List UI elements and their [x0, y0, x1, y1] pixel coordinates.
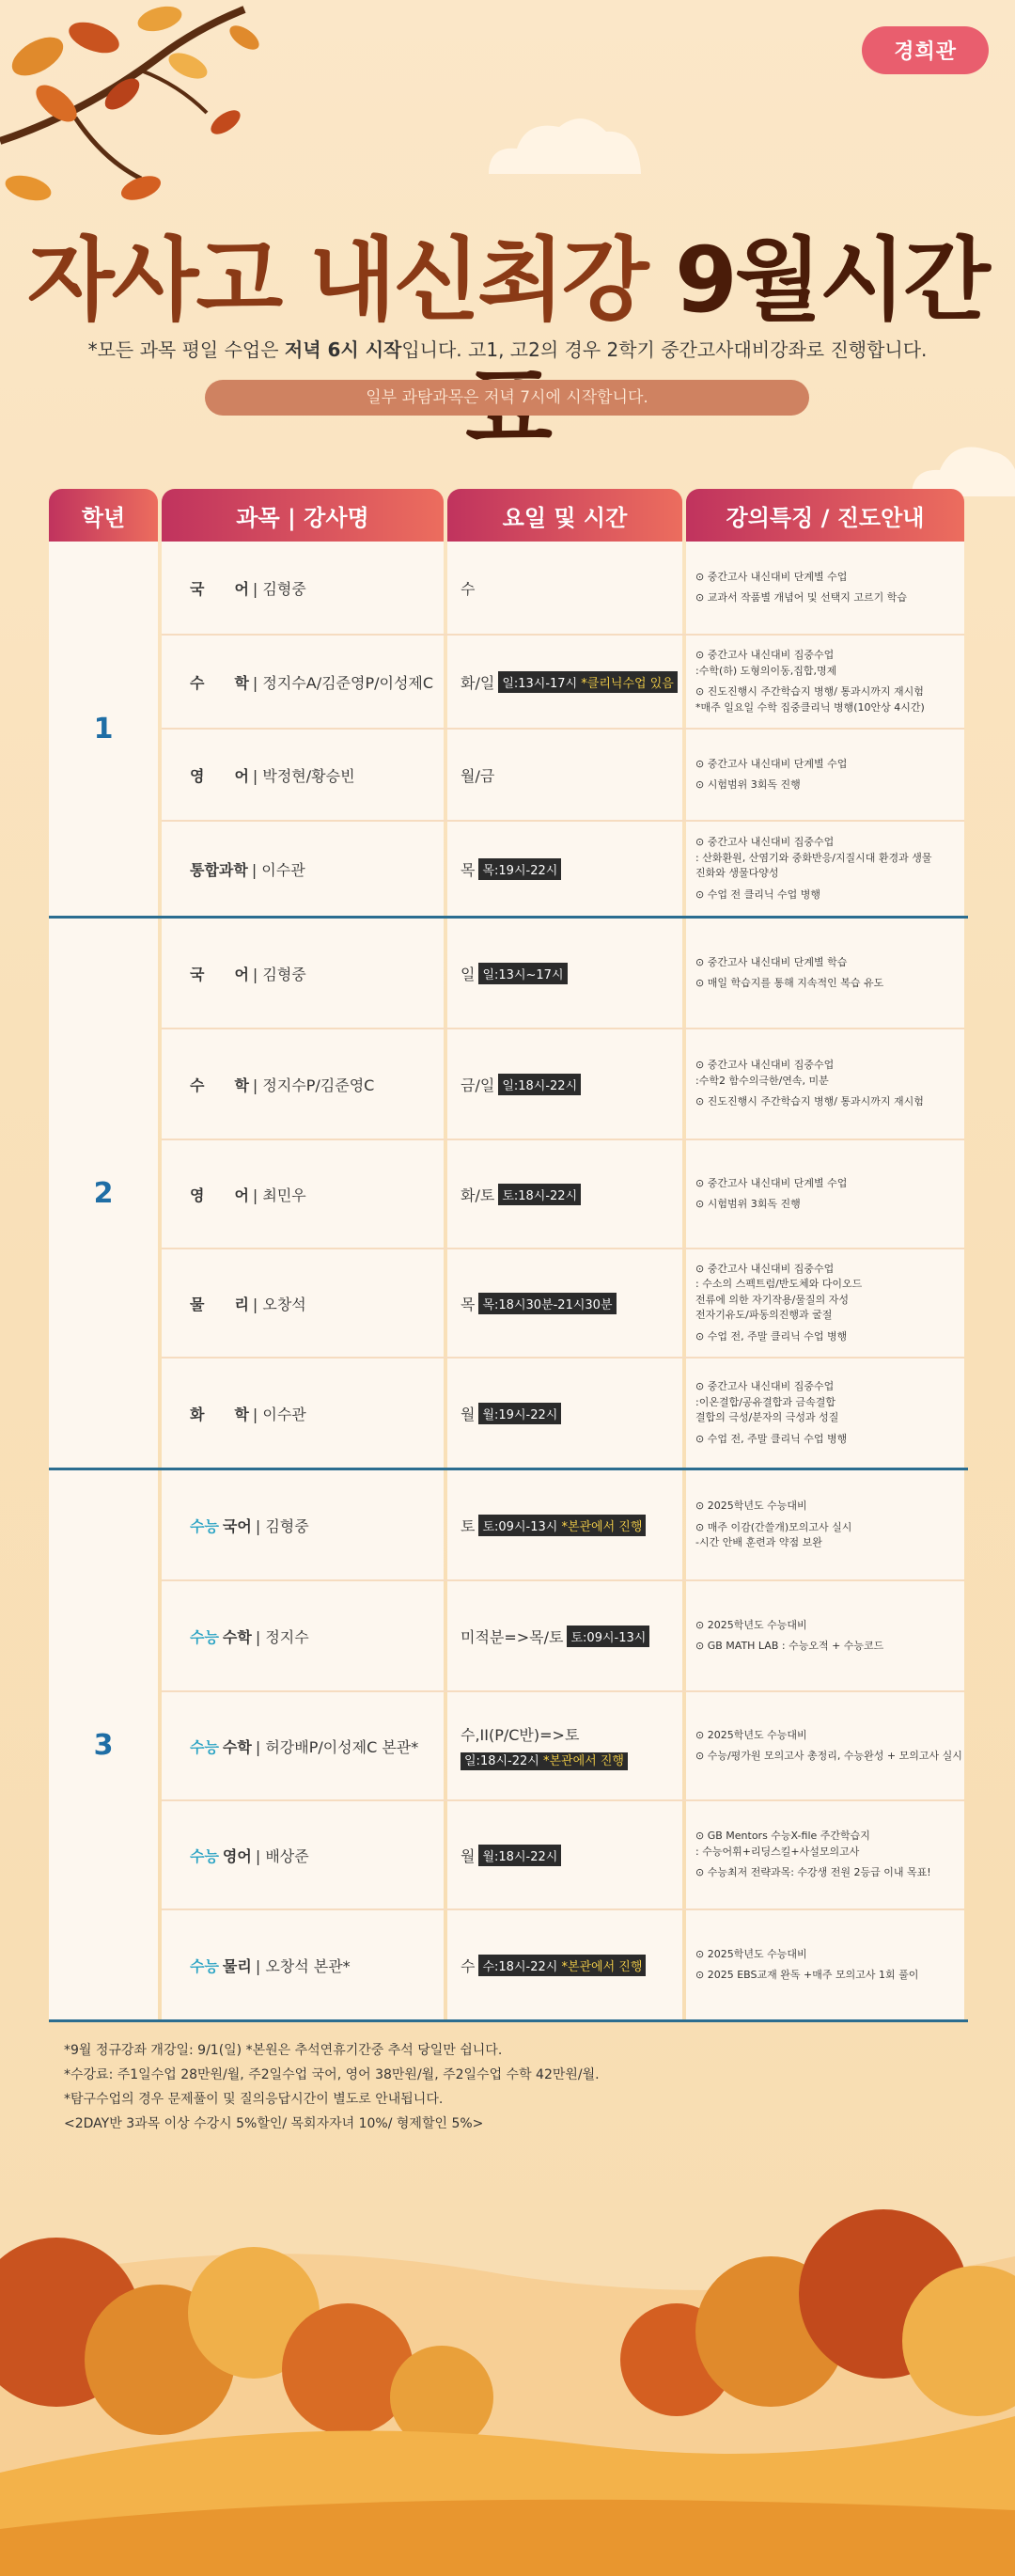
- suneung-label: 수능: [190, 1737, 219, 1756]
- time-highlight-note: *본관에서 진행: [542, 1754, 624, 1768]
- cloud-top-icon: [470, 103, 658, 179]
- features-cell: [686, 730, 964, 820]
- class-day: 월: [461, 1405, 476, 1423]
- time-highlight-note: *본관에서 진행: [561, 1959, 643, 1974]
- subject-cell: [162, 1140, 444, 1248]
- time-highlight-text: 토:09시-13시: [570, 1630, 647, 1645]
- teacher-name: | 정지수: [255, 1627, 309, 1646]
- footer-line: *수강료: 주1일수업 28만원/월, 주2일수업 국어, 영어 38만원/월, 주2일수업 수학 42만원/월.: [64, 2067, 600, 2082]
- class-day: 수: [461, 579, 476, 598]
- time-highlight-text: 일:18시-22시: [464, 1754, 543, 1768]
- subject-name: 화 학: [190, 1405, 249, 1423]
- subtitle: [0, 335, 1015, 362]
- subject-cell: [162, 919, 444, 1028]
- header-time: 요일 및 시간: [447, 489, 682, 542]
- class-day: 수,II(P/C반)=>토: [461, 1726, 580, 1744]
- footer-notes: [64, 2038, 600, 2136]
- time-highlight-text: 토:18시-22시: [502, 1188, 578, 1203]
- feature-line: ⊙ 수능/평가원 모의고사 총정리, 수능완성 + 모의고사 실시: [695, 1750, 962, 1762]
- time-cell: [447, 542, 682, 634]
- features-cell: [686, 1581, 964, 1690]
- feature-line: ⊙ 수업 전, 주말 클리닉 수업 병행: [695, 1329, 848, 1343]
- features-cell: [686, 1249, 964, 1357]
- grade-cell: 2: [49, 919, 158, 1468]
- teacher-name: | 허강배P/이성제C 본관*: [255, 1737, 419, 1756]
- time-highlight-text: 목:18시30분-21시30분: [482, 1297, 613, 1312]
- subject-name: 국 어: [190, 965, 249, 983]
- subject-cell: [162, 542, 444, 634]
- subtitle-pre: *모든 과목 평일 수업은: [87, 338, 285, 361]
- time-highlight: [478, 1403, 561, 1424]
- time-highlight: [478, 1955, 646, 1976]
- time-cell: [447, 1692, 682, 1799]
- suneung-label: 수능: [190, 1956, 219, 1975]
- grade-cell: 1: [49, 542, 158, 916]
- subject-name: 수 학: [190, 1076, 249, 1094]
- class-day: 월/금: [461, 766, 495, 785]
- table-row: [162, 542, 964, 636]
- features-cell: [686, 1692, 964, 1799]
- features-cell: [686, 919, 964, 1028]
- grade-cell: 3: [49, 1470, 158, 2019]
- table-row: [162, 636, 964, 730]
- time-cell: [447, 1910, 682, 2019]
- feature-line: 진화와 생물다양성: [695, 867, 779, 879]
- time-highlight: [478, 1293, 616, 1314]
- subject-cell: [162, 822, 444, 916]
- feature-line: ⊙ 2025 EBS교재 완독 +매주 모의고사 1회 풀이: [695, 1969, 919, 1981]
- feature-line: ⊙ 매일 학습지를 통해 지속적인 복습 유도: [695, 977, 884, 989]
- features-cell: [686, 1140, 964, 1248]
- time-highlight-text: 수:18시-22시: [482, 1959, 562, 1974]
- time-highlight-note: *본관에서 진행: [561, 1519, 643, 1534]
- feature-line: *매주 일요일 수학 집중클리닉 병행(10안상 4시간): [695, 700, 925, 714]
- table-header: [49, 489, 968, 542]
- feature-line: ⊙ 중간고사 내신대비 집중수업: [695, 836, 835, 848]
- teacher-name: | 김형중: [255, 1516, 309, 1535]
- time-cell: [447, 730, 682, 820]
- teacher-name: | 김형중: [252, 965, 306, 983]
- time-highlight: [498, 671, 678, 693]
- feature-line: ⊙ 중간고사 내신대비 단계별 수업: [695, 570, 848, 583]
- time-highlight-text: 월:18시-22시: [482, 1849, 558, 1864]
- subtitle-post: 입니다. 고1, 고2의 경우 2학기 중간고사대비강좌로 진행합니다.: [401, 338, 928, 361]
- table-row: [162, 919, 964, 1029]
- feature-line: ⊙ 중간고사 내신대비 단계별 수업: [695, 757, 848, 770]
- subtitle-bold: 저녁 6시 시작: [284, 338, 402, 361]
- time-cell: [447, 1801, 682, 1908]
- feature-line: 결합의 극성/분자의 극성과 성질: [695, 1411, 839, 1423]
- feature-line: ⊙ 진도진행시 주간학습지 병행/ 통과시까지 재시험: [695, 1095, 924, 1108]
- schedule-table: [49, 489, 968, 2022]
- time-cell: [447, 636, 682, 728]
- subject-cell: [162, 1801, 444, 1908]
- feature-line: ⊙ 교과서 작품별 개념어 및 선택지 고르기 학습: [695, 591, 907, 604]
- feature-line: ⊙ 진도진행시 주간학습지 병행/ 통과시까지 재시험: [695, 685, 924, 698]
- class-day: 금/일: [461, 1076, 495, 1094]
- grade-group: [49, 919, 968, 1470]
- time-highlight-text: 일:18시-22시: [502, 1078, 578, 1093]
- time-cell: [447, 1140, 682, 1248]
- autumn-branch-icon: [0, 0, 282, 226]
- time-cell: [447, 1029, 682, 1139]
- features-cell: [686, 542, 964, 634]
- subject-name: 국 어: [190, 579, 249, 598]
- header-grade: 학년: [49, 489, 158, 542]
- class-day: 수: [461, 1956, 476, 1975]
- features-cell: [686, 1359, 964, 1468]
- features-cell: [686, 822, 964, 916]
- table-row: [162, 730, 964, 822]
- teacher-name: | 박정현/황승빈: [252, 766, 355, 785]
- feature-line: : 수능어휘+리딩스킬+사설모의고사: [695, 1845, 860, 1858]
- features-cell: [686, 1029, 964, 1139]
- class-day: 미적분=>목/토: [461, 1627, 564, 1646]
- table-row: [162, 1359, 964, 1468]
- grade-group: [49, 1470, 968, 2022]
- subject-cell: [162, 1029, 444, 1139]
- subject-cell: [162, 1470, 444, 1579]
- teacher-name: | 김형중: [252, 579, 306, 598]
- table-row: [162, 1801, 964, 1910]
- teacher-name: | 배상준: [255, 1846, 309, 1865]
- features-cell: [686, 1910, 964, 2019]
- time-highlight: [498, 1184, 581, 1205]
- table-row: [162, 1249, 964, 1359]
- time-highlight: [478, 1515, 646, 1536]
- table-row: [162, 1470, 964, 1581]
- feature-line: ⊙ 중간고사 내신대비 집중수업: [695, 1262, 835, 1275]
- class-day: 화/일: [461, 673, 495, 692]
- subject-name: 국어: [222, 1516, 252, 1535]
- time-highlight-text: 목:19시-22시: [482, 863, 558, 878]
- features-cell: [686, 636, 964, 728]
- feature-line: ⊙ 중간고사 내신대비 집중수업: [695, 1380, 835, 1392]
- footer-line: *9월 정규강좌 개강일: 9/1(일) *본원은 추석연휴기간중 추석 당일만 쉽니다.: [64, 2043, 503, 2058]
- feature-line: ⊙ 매주 이감(간쓸개)모의고사 실시: [695, 1520, 852, 1533]
- time-highlight-text: 토:09시-13시: [482, 1519, 562, 1534]
- feature-line: :이온결합/공유결합과 금속결합: [695, 1395, 836, 1408]
- teacher-name: | 최민우: [252, 1186, 306, 1204]
- time-cell: [447, 822, 682, 916]
- class-day: 월: [461, 1846, 476, 1865]
- class-day: 목: [461, 860, 476, 879]
- notice-banner: 일부 과탐과목은 저녁 7시에 시작합니다.: [205, 380, 809, 416]
- feature-line: ⊙ 시험범위 3회독 진행: [695, 1198, 801, 1210]
- time-highlight-text: 일:13시~17시: [482, 967, 564, 982]
- class-day: 일: [461, 965, 476, 983]
- time-highlight-text: 일:13시-17시: [502, 676, 582, 691]
- subject-cell: [162, 1581, 444, 1690]
- table-row: [162, 1910, 964, 2019]
- subject-name: 수학: [222, 1627, 252, 1646]
- teacher-name: | 정지수P/김준영C: [252, 1076, 375, 1094]
- subject-name: 물 리: [190, 1295, 249, 1313]
- suneung-label: 수능: [190, 1516, 219, 1535]
- subject-name: 수학: [222, 1737, 252, 1756]
- feature-line: ⊙ 2025학년도 수능대비: [695, 1728, 807, 1741]
- subject-cell: [162, 1910, 444, 2019]
- subject-name: 영 어: [190, 766, 249, 785]
- feature-line: ⊙ 수업 전, 주말 클리닉 수업 병행: [695, 1432, 848, 1445]
- autumn-forest-icon: [0, 2172, 1015, 2576]
- feature-line: ⊙ 2025학년도 수능대비: [695, 1618, 807, 1631]
- feature-line: :수학2 함수의극한/연속, 미분: [695, 1074, 829, 1087]
- feature-line: ⊙ 2025학년도 수능대비: [695, 1500, 807, 1513]
- teacher-name: | 이수관: [252, 1405, 306, 1423]
- teacher-name: | 이수관: [251, 860, 305, 879]
- subject-name: 통합과학: [190, 860, 248, 879]
- time-highlight: [498, 1074, 581, 1095]
- feature-line: ⊙ 수능최저 전략과목: 수강생 전원 2등급 이내 목표!: [695, 1866, 931, 1879]
- time-cell: [447, 1470, 682, 1579]
- subject-name: 수 학: [190, 673, 249, 692]
- class-day: 화/토: [461, 1186, 495, 1204]
- feature-line: ⊙ GB Mentors 수능X-file 주간학습지: [695, 1830, 870, 1843]
- table-row: [162, 1140, 964, 1249]
- suneung-label: 수능: [190, 1627, 219, 1646]
- title-part2: 9월시간: [674, 228, 988, 333]
- title-part1: 자사고 내신최강: [26, 228, 647, 333]
- feature-line: ⊙ 중간고사 내신대비 집중수업: [695, 1059, 835, 1072]
- table-row: [162, 1029, 964, 1140]
- subject-name: 물리: [222, 1956, 252, 1975]
- time-highlight: [478, 963, 567, 984]
- feature-line: -시간 안배 훈련과 약점 보완: [695, 1536, 822, 1549]
- features-cell: [686, 1801, 964, 1908]
- feature-line: :수학(하) 도형의이동,집합,명제: [695, 664, 837, 677]
- grade-group: [49, 542, 968, 919]
- subject-cell: [162, 636, 444, 728]
- feature-line: ⊙ 시험범위 3회독 진행: [695, 778, 801, 791]
- feature-line: ⊙ 중간고사 내신대비 집중수업: [695, 649, 835, 661]
- time-highlight: [567, 1626, 649, 1647]
- feature-line: 전자기유도/파동의진행과 굴절: [695, 1309, 833, 1322]
- feature-line: 전류에 의한 자기작용/물질의 자성: [695, 1293, 849, 1306]
- teacher-name: | 오창석 본관*: [255, 1956, 351, 1975]
- table-row: [162, 1581, 964, 1692]
- class-day: 토: [461, 1516, 476, 1535]
- footer-line: *탐구수업의 경우 문제풀이 및 질의응답시간이 별도로 안내됩니다.: [64, 2092, 444, 2107]
- table-row: [162, 1692, 964, 1801]
- time-highlight-note: *클리닉수업 있음: [581, 676, 674, 691]
- subject-name: 영 어: [190, 1186, 249, 1204]
- table-row: [162, 822, 964, 916]
- header-subject: 과목 | 강사명: [162, 489, 444, 542]
- feature-line: ⊙ GB MATH LAB : 수능오적 + 수능코드: [695, 1640, 884, 1652]
- footer-line: <2DAY반 3과목 이상 수강시 5%할인/ 목회자자녀 10%/ 형제할인 5%>: [64, 2116, 484, 2131]
- table-body: [49, 542, 968, 2022]
- time-highlight: [461, 1752, 628, 1770]
- time-cell: [447, 1249, 682, 1357]
- feature-line: ⊙ 수업 전 클리닉 수업 병행: [695, 887, 820, 901]
- class-day: 목: [461, 1295, 476, 1313]
- subject-cell: [162, 730, 444, 820]
- features-cell: [686, 1470, 964, 1579]
- time-cell: [447, 919, 682, 1028]
- subject-cell: [162, 1359, 444, 1468]
- time-highlight: [478, 1845, 561, 1866]
- feature-line: ⊙ 중간고사 내신대비 단계별 수업: [695, 1176, 848, 1189]
- time-highlight: [478, 858, 561, 880]
- branch-badge: 경희관: [862, 26, 989, 74]
- subject-name: 영어: [222, 1846, 252, 1865]
- feature-line: : 수소의 스펙트럼/반도체와 다이오드: [695, 1278, 863, 1291]
- subject-cell: [162, 1249, 444, 1357]
- time-cell: [447, 1359, 682, 1468]
- header-features: 강의특징 / 진도안내: [686, 489, 964, 542]
- feature-line: ⊙ 2025학년도 수능대비: [695, 1947, 807, 1960]
- feature-line: ⊙ 중간고사 내신대비 단계별 학습: [695, 955, 848, 968]
- teacher-name: | 정지수A/김준영P/이성제C: [252, 673, 434, 692]
- suneung-label: 수능: [190, 1846, 219, 1865]
- feature-line: : 산화환원, 산염기와 중화반응/지질시대 환경과 생물: [695, 851, 932, 864]
- subject-cell: [162, 1692, 444, 1799]
- time-highlight-text: 월:19시-22시: [482, 1407, 558, 1422]
- time-cell: [447, 1581, 682, 1690]
- teacher-name: | 오창석: [252, 1295, 306, 1313]
